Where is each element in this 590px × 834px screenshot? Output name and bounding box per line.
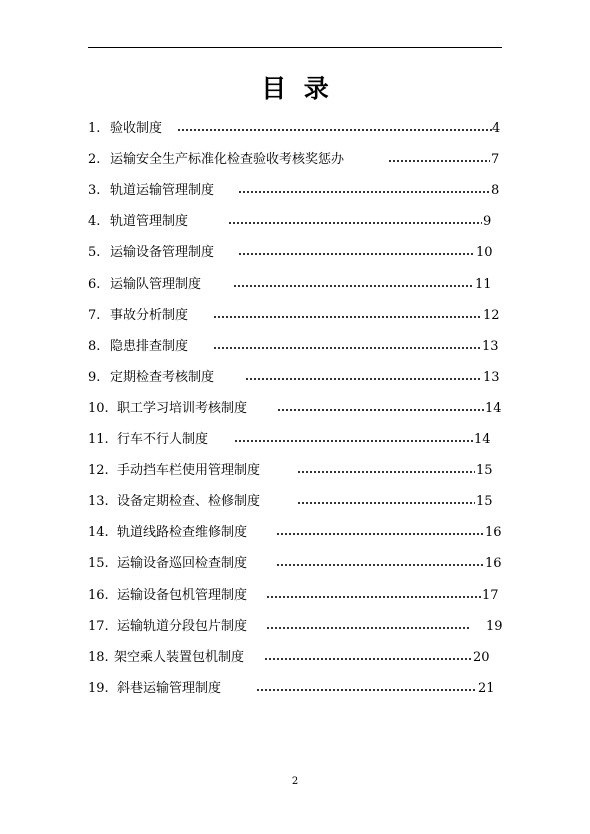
page-title: 目 录 xyxy=(261,74,329,103)
toc-entry-page-number: 21 xyxy=(478,680,495,696)
toc-entry[interactable] xyxy=(0,337,590,357)
toc-entry-number: 2. xyxy=(88,152,101,168)
toc-entry-leader-dots xyxy=(245,378,482,380)
toc-entry-label: 运输队管理制度 xyxy=(110,276,202,292)
toc-entry-label: 架空乘人装置包机制度 xyxy=(114,649,245,665)
toc-entry-leader-dots xyxy=(213,347,481,349)
toc-entry-leader-dots xyxy=(388,160,490,162)
toc-entry-page-number: 13 xyxy=(482,338,499,354)
toc-entry-leader-dots xyxy=(234,440,473,442)
toc-entry-page-number: 13 xyxy=(483,369,500,385)
toc-entry-number: 10. xyxy=(88,400,109,416)
toc-entry-number: 4. xyxy=(88,214,101,230)
toc-entry-number: 6. xyxy=(88,276,101,292)
toc-entry-page-number: 17 xyxy=(482,587,499,603)
toc-entry-label: 隐患排查制度 xyxy=(110,338,189,354)
toc-entry[interactable] xyxy=(0,399,590,419)
toc-entry-label: 轨道管理制度 xyxy=(110,214,189,230)
toc-entry-number: 11. xyxy=(88,432,109,447)
toc-entry-leader-dots xyxy=(238,253,474,255)
toc-entry-page-number: 7 xyxy=(491,152,500,168)
toc-entry-page-number: 14 xyxy=(474,432,491,447)
toc-entry-label: 运输设备管理制度 xyxy=(110,245,215,261)
toc-entry-number: 8. xyxy=(88,338,101,354)
toc-entry-page-number: 10 xyxy=(476,245,493,261)
toc-entry-page-number: 16 xyxy=(485,556,502,572)
toc-entry-number: 14. xyxy=(88,525,109,541)
toc-entry-leader-dots xyxy=(177,129,492,131)
toc-entry-number: 3. xyxy=(88,183,101,199)
toc-entry-page-number: 11 xyxy=(475,276,492,292)
toc-entry-label: 验收制度 xyxy=(110,121,163,136)
toc-entry-leader-dots xyxy=(256,689,477,691)
toc-entry-leader-dots xyxy=(238,191,490,193)
toc-entry[interactable] xyxy=(0,461,590,481)
toc-entry-leader-dots xyxy=(233,285,473,287)
toc-entry-leader-dots xyxy=(213,316,482,318)
toc-entry[interactable] xyxy=(0,586,590,606)
toc-entry-page-number: 15 xyxy=(476,494,493,510)
toc-entry-number: 12. xyxy=(88,463,109,479)
toc-entry[interactable] xyxy=(0,648,590,668)
toc-entry-number: 15. xyxy=(88,556,109,572)
toc-entry[interactable] xyxy=(0,181,590,201)
toc-entry[interactable] xyxy=(0,679,590,699)
toc-entry-label: 轨道线路检查维修制度 xyxy=(117,525,248,541)
toc-entry-page-number: 20 xyxy=(473,649,490,665)
toc-entry-page-number: 16 xyxy=(485,525,502,541)
toc-entry-label: 事故分析制度 xyxy=(110,307,189,323)
toc-entry-number: 7. xyxy=(88,307,101,323)
toc-entry-label: 设备定期检查、检修制度 xyxy=(117,494,261,510)
toc-entry-label: 行车不行人制度 xyxy=(117,432,209,447)
toc-entry-number: 1. xyxy=(88,121,101,136)
toc-entry-label: 手动挡车栏使用管理制度 xyxy=(117,463,261,479)
toc-entry-number: 18. xyxy=(88,649,109,665)
page-number: 2 xyxy=(291,776,299,787)
toc-entry-number: 5. xyxy=(88,245,101,261)
toc-entry[interactable] xyxy=(0,275,590,295)
toc-entry[interactable] xyxy=(0,492,590,512)
toc-entry-label: 轨道运输管理制度 xyxy=(110,183,215,199)
toc-entry-leader-dots xyxy=(297,471,475,473)
toc-entry-label: 运输设备包机管理制度 xyxy=(117,587,248,603)
toc-entry-label: 运输设备巡回检查制度 xyxy=(117,556,248,572)
toc-entry[interactable] xyxy=(0,554,590,574)
toc-entry-number: 9. xyxy=(88,369,101,385)
toc-entry[interactable] xyxy=(0,119,590,139)
toc-entry-page-number: 19 xyxy=(486,618,503,634)
toc-entry-page-number: 8 xyxy=(491,183,500,199)
toc-entry[interactable] xyxy=(0,617,590,637)
toc-entry[interactable] xyxy=(0,523,590,543)
toc-entry-page-number: 9 xyxy=(483,214,492,230)
toc-entry-number: 16. xyxy=(88,587,109,603)
toc-entry-leader-dots xyxy=(277,409,484,411)
toc-entry-page-number: 12 xyxy=(483,307,500,323)
toc-entry-leader-dots xyxy=(264,658,472,660)
toc-entry-leader-dots xyxy=(266,627,470,629)
toc-entry-page-number: 14 xyxy=(485,400,502,416)
toc-entry-leader-dots xyxy=(228,222,482,224)
toc-entry-label: 运输安全生产标准化检查验收考核奖惩办 xyxy=(110,152,345,168)
toc-entry-leader-dots xyxy=(297,502,475,504)
toc-entry[interactable] xyxy=(0,368,590,388)
toc-entry-label: 斜巷运输管理制度 xyxy=(117,680,222,696)
toc-entry[interactable] xyxy=(0,212,590,232)
toc-entry-label: 定期检查考核制度 xyxy=(110,369,215,385)
toc-entry[interactable] xyxy=(0,306,590,326)
toc-entry-label: 职工学习培训考核制度 xyxy=(117,400,248,416)
toc-entry-leader-dots xyxy=(266,596,481,598)
toc-entry[interactable] xyxy=(0,150,590,170)
toc-entry-leader-dots xyxy=(276,564,484,566)
toc-entry-label: 运输轨道分段包片制度 xyxy=(117,618,248,634)
toc-entry[interactable] xyxy=(0,243,590,263)
toc-entry-page-number: 15 xyxy=(476,463,493,479)
toc-entry-leader-dots xyxy=(276,533,484,535)
toc-entry-page-number: 4 xyxy=(492,121,501,136)
toc-entry-number: 13. xyxy=(88,494,109,510)
toc-entry-number: 17. xyxy=(88,618,109,634)
toc-entry[interactable] xyxy=(0,430,590,450)
toc-entry-number: 19. xyxy=(88,680,109,696)
